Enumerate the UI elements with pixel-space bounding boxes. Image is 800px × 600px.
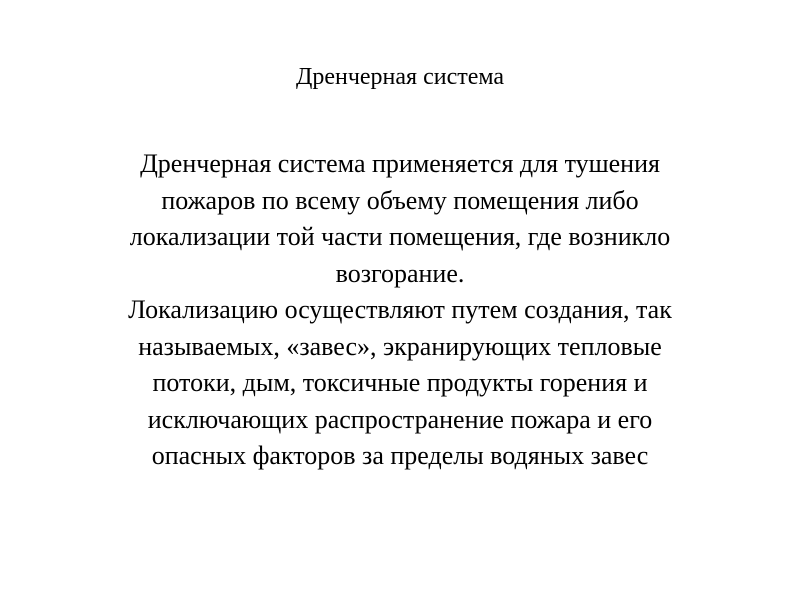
text-line: опасных факторов за пределы водяных завес — [151, 441, 649, 470]
text-line: потоки, дым, токсичные продукты горения и — [152, 368, 648, 397]
slide-title: Дренчерная система — [295, 64, 505, 90]
text-line: исключающих распространение пожара и его — [147, 404, 653, 434]
slide-body — [60, 146, 740, 475]
text-line: пожаров по всему объему помещения либо — [161, 185, 639, 215]
paragraph-localization — [60, 292, 740, 475]
text-line: Дренчерная система применяется для тушения — [140, 149, 660, 178]
text-line: локализации той части помещения, где возникло — [129, 222, 671, 251]
paragraph-drencher-description — [60, 146, 740, 292]
text-line: возгорание. — [335, 258, 465, 288]
text-line: Локализацию осуществляют путем создания, так — [128, 295, 672, 324]
text-line: называемых, «завес», экранирующих тепловые — [138, 331, 662, 361]
